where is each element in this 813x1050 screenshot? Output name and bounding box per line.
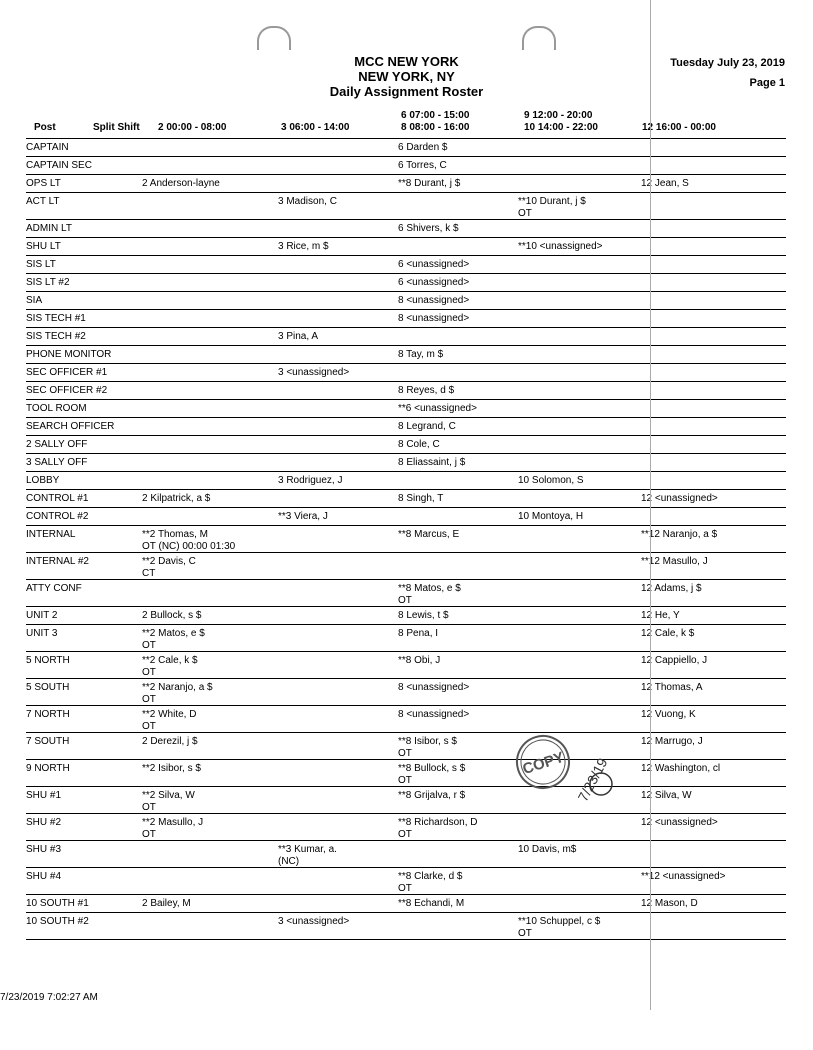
shift-2-cell: 2 Kilpatrick, a $: [142, 493, 211, 504]
handwritten-date: 7/23/19: [574, 755, 611, 805]
roster-row: [26, 706, 786, 733]
roster-row: [26, 256, 786, 274]
facility-name: MCC NEW YORK: [354, 54, 459, 69]
shift-2-cell: 2 Bailey, M: [142, 898, 191, 909]
shift-6-8-cell: 8 <unassigned>: [398, 709, 470, 720]
post-cell: SEARCH OFFICER: [26, 421, 115, 432]
post-cell: SIA: [26, 295, 43, 306]
shift-2-cell: **2 Masullo, J OT: [142, 817, 204, 840]
roster-row: [26, 814, 786, 841]
shift-6-8-cell: **8 Clarke, d $ OT: [398, 871, 463, 894]
punch-hole-left: [257, 26, 291, 50]
roster-row: [26, 841, 786, 868]
shift-2-cell: **2 Thomas, M OT (NC) 00:00 01:30: [142, 529, 236, 552]
shift-6-8-cell: 8 <unassigned>: [398, 313, 470, 324]
shift-12-cell: **12 Masullo, J: [641, 556, 708, 567]
shift-2-cell: **2 Silva, W OT: [142, 790, 195, 813]
roster-row: [26, 472, 786, 490]
shift-9-10-cell: 10 Davis, m$: [518, 844, 577, 855]
col-shift-9-10: 9 12:00 - 20:00 10 14:00 - 22:00: [524, 110, 598, 133]
shift-6-8-cell: **8 Echandi, M: [398, 898, 465, 909]
shift-9-10-cell: **10 Durant, j $ OT: [518, 196, 586, 219]
post-cell: 2 SALLY OFF: [26, 439, 88, 450]
shift-2-cell: **2 Isibor, s $: [142, 763, 201, 774]
post-cell: 7 NORTH: [26, 709, 70, 720]
roster-row: [26, 868, 786, 895]
roster-row: [26, 760, 786, 787]
roster-row: [26, 310, 786, 328]
shift-12-cell: 12 Marrugo, J: [641, 736, 703, 747]
post-cell: 7 SOUTH: [26, 736, 70, 747]
shift-12-cell: **12 <unassigned>: [641, 871, 726, 882]
shift-3-cell: 3 Rice, m $: [278, 241, 329, 252]
shift-6-8-cell: 6 Darden $: [398, 142, 448, 153]
roster-row: [26, 679, 786, 706]
post-cell: 10 SOUTH #2: [26, 916, 89, 927]
roster-row: [26, 346, 786, 364]
shift-3-cell: 3 <unassigned>: [278, 367, 350, 378]
post-cell: CAPTAIN: [26, 142, 69, 153]
shift-2-cell: 2 Derezil, j $: [142, 736, 198, 747]
shift-12-cell: 12 Silva, W: [641, 790, 692, 801]
footer-timestamp: 7/23/2019 7:02:27 AM: [0, 992, 98, 1003]
shift-3-cell: **3 Kumar, a. (NC): [278, 844, 337, 867]
shift-9-10-cell: **10 <unassigned>: [518, 241, 603, 252]
shift-6-8-cell: **8 Marcus, E: [398, 529, 460, 540]
post-cell: SHU #4: [26, 871, 62, 882]
shift-3-cell: 3 Pina, A: [278, 331, 319, 342]
shift-12-cell: 12 Mason, D: [641, 898, 698, 909]
shift-6-8-cell: **8 Richardson, D OT: [398, 817, 478, 840]
roster-row: [26, 490, 786, 508]
col-shift-2: 2 00:00 - 08:00: [158, 122, 227, 133]
roster-row: [26, 553, 786, 580]
shift-2-cell: 2 Anderson-layne: [142, 178, 220, 189]
shift-6-8-cell: 8 Pena, I: [398, 628, 439, 639]
post-cell: CAPTAIN SEC: [26, 160, 92, 171]
shift-12-cell: 12 Cale, k $: [641, 628, 695, 639]
roster-row: [26, 292, 786, 310]
post-cell: SHU #1: [26, 790, 62, 801]
shift-12-cell: 12 Adams, j $: [641, 583, 702, 594]
roster-table: [26, 139, 786, 940]
shift-6-8-cell: 8 Lewis, t $: [398, 610, 449, 621]
shift-2-cell: **2 Naranjo, a $ OT: [142, 682, 213, 705]
roster-row: [26, 157, 786, 175]
shift-6-8-cell: **8 Matos, e $ OT: [398, 583, 461, 606]
shift-6-8-cell: 6 <unassigned>: [398, 259, 470, 270]
shift-9-10-cell: 10 Solomon, S: [518, 475, 584, 486]
roster-row: [26, 364, 786, 382]
roster-row: [26, 238, 786, 256]
roster-row: [26, 733, 786, 760]
post-cell: UNIT 3: [26, 628, 58, 639]
post-cell: 9 NORTH: [26, 763, 70, 774]
roster-row: [26, 436, 786, 454]
post-cell: SHU #2: [26, 817, 62, 828]
post-cell: SIS LT #2: [26, 277, 70, 288]
roster-row: [26, 787, 786, 814]
post-cell: 10 SOUTH #1: [26, 898, 89, 909]
roster-row: [26, 652, 786, 679]
roster-row: [26, 220, 786, 238]
shift-3-cell: 3 Rodriguez, J: [278, 475, 343, 486]
post-cell: 5 NORTH: [26, 655, 70, 666]
post-cell: 3 SALLY OFF: [26, 457, 88, 468]
shift-2-cell: **2 Matos, e $ OT: [142, 628, 205, 651]
roster-row: [26, 913, 786, 940]
shift-6-8-cell: **8 Durant, j $: [398, 178, 461, 189]
shift-3-cell: 3 Madison, C: [278, 196, 337, 207]
post-cell: SHU LT: [26, 241, 61, 252]
shift-12-cell: 12 Jean, S: [641, 178, 689, 189]
shift-6-8-cell: 8 <unassigned>: [398, 682, 470, 693]
post-cell: PHONE MONITOR: [26, 349, 112, 360]
post-cell: SIS TECH #2: [26, 331, 86, 342]
shift-12-cell: 12 <unassigned>: [641, 817, 718, 828]
shift-6-8-cell: 8 Singh, T: [398, 493, 444, 504]
facility-location: NEW YORK, NY: [358, 69, 455, 84]
shift-9-10-cell: 10 Montoya, H: [518, 511, 584, 522]
shift-3-cell: **3 Viera, J: [278, 511, 328, 522]
col-shift-12: 12 16:00 - 00:00: [642, 122, 716, 133]
post-cell: 5 SOUTH: [26, 682, 70, 693]
roster-title: Daily Assignment Roster: [329, 84, 484, 99]
shift-2-cell: **2 Davis, C CT: [142, 556, 196, 579]
post-cell: LOBBY: [26, 475, 60, 486]
post-cell: ATTY CONF: [26, 583, 82, 594]
post-cell: SEC OFFICER #1: [26, 367, 108, 378]
roster-date-block: [670, 53, 785, 93]
post-cell: SHU #3: [26, 844, 62, 855]
shift-12-cell: 12 Vuong, K: [641, 709, 696, 720]
post-cell: TOOL ROOM: [26, 403, 87, 414]
shift-12-cell: 12 Washington, cl: [641, 763, 721, 774]
roster-row: [26, 274, 786, 292]
shift-6-8-cell: **8 Grijalva, r $: [398, 790, 466, 801]
shift-6-8-cell: 8 Reyes, d $: [398, 385, 455, 396]
roster-row: [26, 382, 786, 400]
roster-row: [26, 193, 786, 220]
shift-6-8-cell: 8 <unassigned>: [398, 295, 470, 306]
shift-6-8-cell: **6 <unassigned>: [398, 403, 477, 414]
page-number: Page 1: [749, 77, 785, 89]
shift-6-8-cell: 6 Shivers, k $: [398, 223, 459, 234]
shift-6-8-cell: **8 Obi, J: [398, 655, 441, 666]
shift-6-8-cell: 8 Eliassaint, j $: [398, 457, 466, 468]
post-cell: ADMIN LT: [26, 223, 72, 234]
shift-2-cell: **2 Cale, k $ OT: [142, 655, 198, 678]
col-post: Post: [34, 122, 56, 133]
roster-row: [26, 580, 786, 607]
roster-row: [26, 607, 786, 625]
shift-6-8-cell: 8 Tay, m $: [398, 349, 444, 360]
shift-9-10-cell: **10 Schuppel, c $ OT: [518, 916, 601, 939]
post-cell: ACT LT: [26, 196, 60, 207]
shift-12-cell: 12 Thomas, A: [641, 682, 703, 693]
shift-2-cell: **2 White, D OT: [142, 709, 197, 732]
shift-12-cell: **12 Naranjo, a $: [641, 529, 718, 540]
shift-12-cell: 12 He, Y: [641, 610, 680, 621]
col-shift-6-8: 6 07:00 - 15:00 8 08:00 - 16:00: [401, 110, 470, 133]
post-cell: INTERNAL #2: [26, 556, 89, 567]
roster-row: [26, 454, 786, 472]
col-shift-3: 3 06:00 - 14:00: [281, 122, 350, 133]
roster-row: [26, 526, 786, 553]
copy-stamp-text: COPY: [520, 748, 567, 779]
shift-2-cell: 2 Bullock, s $: [142, 610, 202, 621]
roster-row: [26, 625, 786, 652]
post-cell: CONTROL #2: [26, 511, 89, 522]
punch-hole-right: [522, 26, 556, 50]
roster-row: [26, 328, 786, 346]
shift-3-cell: 3 <unassigned>: [278, 916, 350, 927]
post-cell: CONTROL #1: [26, 493, 89, 504]
shift-6-8-cell: 6 Torres, C: [398, 160, 447, 171]
shift-6-8-cell: 6 <unassigned>: [398, 277, 470, 288]
scan-line: [650, 0, 651, 1010]
post-cell: SIS LT: [26, 259, 56, 270]
shift-6-8-cell: 8 Legrand, C: [398, 421, 456, 432]
post-cell: SEC OFFICER #2: [26, 385, 108, 396]
post-cell: SIS TECH #1: [26, 313, 86, 324]
roster-row: [26, 400, 786, 418]
post-cell: UNIT 2: [26, 610, 58, 621]
roster-row: [26, 418, 786, 436]
post-cell: OPS LT: [26, 178, 61, 189]
shift-12-cell: 12 <unassigned>: [641, 493, 718, 504]
roster-date: Tuesday July 23, 2019: [670, 57, 785, 69]
copy-stamp: [505, 722, 655, 812]
shift-6-8-cell: **8 Isibor, s $ OT: [398, 736, 457, 759]
shift-6-8-cell: 8 Cole, C: [398, 439, 440, 450]
roster-row: [26, 895, 786, 913]
roster-row: [26, 175, 786, 193]
shift-12-cell: 12 Cappiello, J: [641, 655, 708, 666]
roster-row: [26, 508, 786, 526]
shift-6-8-cell: **8 Bullock, s $ OT: [398, 763, 466, 786]
roster-row: [26, 139, 786, 157]
col-split-shift: Split Shift: [93, 122, 140, 133]
post-cell: INTERNAL: [26, 529, 76, 540]
